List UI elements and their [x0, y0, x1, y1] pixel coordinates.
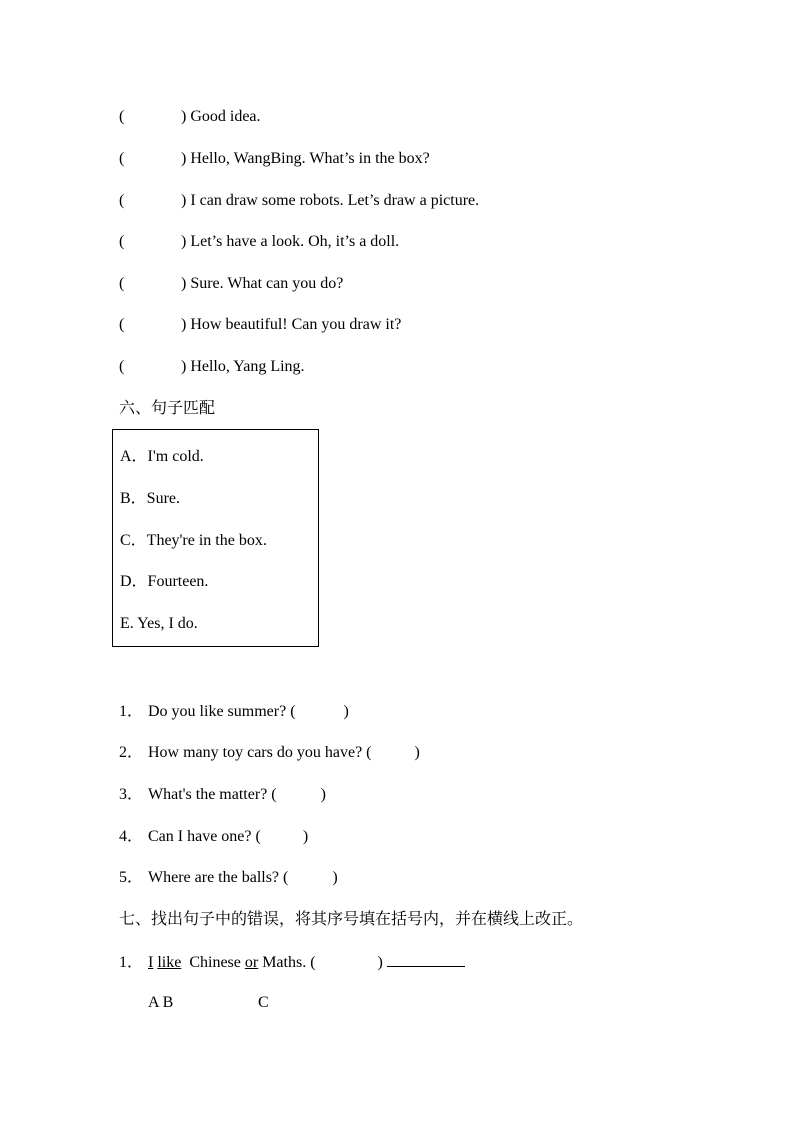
- dialogue-line-1: ( ) Good idea.: [119, 108, 261, 125]
- match-question-5: 5． Where are the balls? ( ): [119, 869, 338, 886]
- match-question-4: 4． Can I have one? ( ): [119, 828, 309, 845]
- dialogue-line-2: ( ) Hello, WangBing. What’s in the box?: [119, 150, 430, 167]
- answer-blank[interactable]: (: [119, 275, 125, 292]
- question-number: 3．: [119, 786, 144, 803]
- question-text: Can I have one? (: [148, 828, 261, 845]
- match-question-2: 2． How many toy cars do you have? ( ): [119, 744, 420, 761]
- answer-blank[interactable]: (: [119, 233, 125, 250]
- dialogue-text: Hello, WangBing. What’s in the box?: [190, 150, 430, 167]
- underlined-word-a: I: [148, 954, 154, 971]
- dialogue-text: Hello, Yang Ling.: [190, 358, 305, 375]
- question-number: 1．: [119, 703, 144, 720]
- underlined-word-c: or: [244, 954, 259, 971]
- underlined-word-b: like: [157, 954, 182, 971]
- question-text: Where are the balls? (: [148, 869, 289, 886]
- options-box: [112, 429, 319, 647]
- option-d: D．Fourteen.: [120, 573, 209, 590]
- dialogue-text: How beautiful! Can you draw it?: [190, 316, 402, 333]
- question-number: 2．: [119, 744, 144, 761]
- section7-title: 七、找出句子中的错误，将其序号填在括号内，并在横线上改正。: [119, 909, 584, 928]
- match-question-3: 3． What's the matter? ( ): [119, 786, 326, 803]
- question-number: 5．: [119, 869, 144, 886]
- label-c: C: [258, 994, 269, 1011]
- question-text: How many toy cars do you have? (: [148, 744, 372, 761]
- dialogue-text: Good idea.: [190, 108, 261, 125]
- dialogue-line-5: ( ) Sure. What can you do?: [119, 275, 344, 292]
- answer-blank[interactable]: (: [119, 150, 125, 167]
- answer-blank[interactable]: (: [119, 108, 125, 125]
- dialogue-line-6: ( ) How beautiful! Can you draw it?: [119, 316, 402, 333]
- match-question-1: 1． Do you like summer? ( ): [119, 703, 349, 720]
- question-text: What's the matter? (: [148, 786, 277, 803]
- dialogue-line-7: ( ) Hello, Yang Ling.: [119, 358, 305, 375]
- correction-line[interactable]: [387, 951, 465, 967]
- dialogue-text: Sure. What can you do?: [190, 275, 344, 292]
- error-question-1: 1． I like Chinese or Maths. ( ): [119, 951, 465, 971]
- question-text: Do you like summer? (: [148, 703, 296, 720]
- option-a: A．I'm cold.: [120, 448, 204, 465]
- answer-blank[interactable]: (: [119, 192, 125, 209]
- dialogue-line-4: ( ) Let’s have a look. Oh, it’s a doll.: [119, 233, 400, 250]
- answer-blank[interactable]: (: [119, 316, 125, 333]
- error-labels: [148, 993, 173, 1013]
- dialogue-line-3: ( ) I can draw some robots. Let’s draw a picture.: [119, 192, 480, 209]
- dialogue-text: I can draw some robots. Let’s draw a picture.: [190, 192, 480, 209]
- question-number: 1．: [119, 954, 144, 971]
- option-e: E. Yes, I do.: [120, 615, 198, 632]
- answer-blank[interactable]: (: [119, 358, 125, 375]
- option-b: B．Sure.: [120, 490, 181, 507]
- label-ab: A B: [148, 994, 174, 1011]
- dialogue-text: Let’s have a look. Oh, it’s a doll.: [190, 233, 400, 250]
- section6-title: 六、句子匹配: [119, 398, 216, 417]
- question-number: 4．: [119, 828, 144, 845]
- error-label-c: [258, 993, 269, 1013]
- option-c: C．They're in the box.: [120, 532, 267, 549]
